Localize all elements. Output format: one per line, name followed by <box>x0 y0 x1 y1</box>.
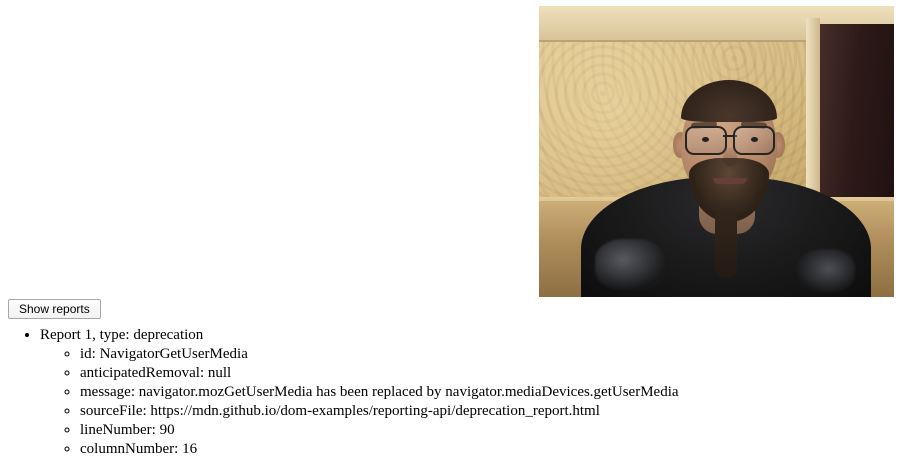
glasses-lens-right <box>733 126 775 155</box>
list-item <box>80 364 902 383</box>
report-field-id: id: NavigatorGetUserMedia <box>80 346 248 362</box>
list-item <box>80 383 902 402</box>
list-item <box>40 326 902 459</box>
person-eye-left <box>702 137 709 142</box>
person-beard-braid <box>715 212 737 278</box>
shirt-print-left <box>595 239 665 291</box>
show-reports-button[interactable]: Show reports <box>8 299 101 319</box>
list-item <box>80 421 902 440</box>
report-heading: Report 1, type: deprecation <box>40 327 204 343</box>
report-field-column-number: columnNumber: 16 <box>80 441 198 457</box>
shirt-print-right <box>797 249 855 293</box>
person-hair <box>681 80 777 122</box>
glasses-lens-left <box>685 126 727 155</box>
list-item <box>80 402 902 421</box>
report-field-anticipated-removal: anticipatedRemoval: null <box>80 365 232 381</box>
report-field-message: message: navigator.mozGetUserMedia has been replaced by navigator.mediaDevices.getUserMedia <box>80 384 679 400</box>
list-item <box>80 440 902 459</box>
list-item <box>80 345 902 364</box>
person-eye-right <box>751 137 758 142</box>
person-mouth <box>713 178 747 184</box>
report-field-list <box>40 345 902 459</box>
video-frame-content <box>539 6 894 297</box>
report-field-source-file: sourceFile: https://mdn.github.io/dom-examples/reporting-api/deprecation_report.html <box>80 403 600 419</box>
reports-output <box>0 326 902 459</box>
report-list <box>0 326 902 459</box>
report-field-line-number: lineNumber: 90 <box>80 422 175 438</box>
webcam-video-preview[interactable] <box>539 6 894 297</box>
